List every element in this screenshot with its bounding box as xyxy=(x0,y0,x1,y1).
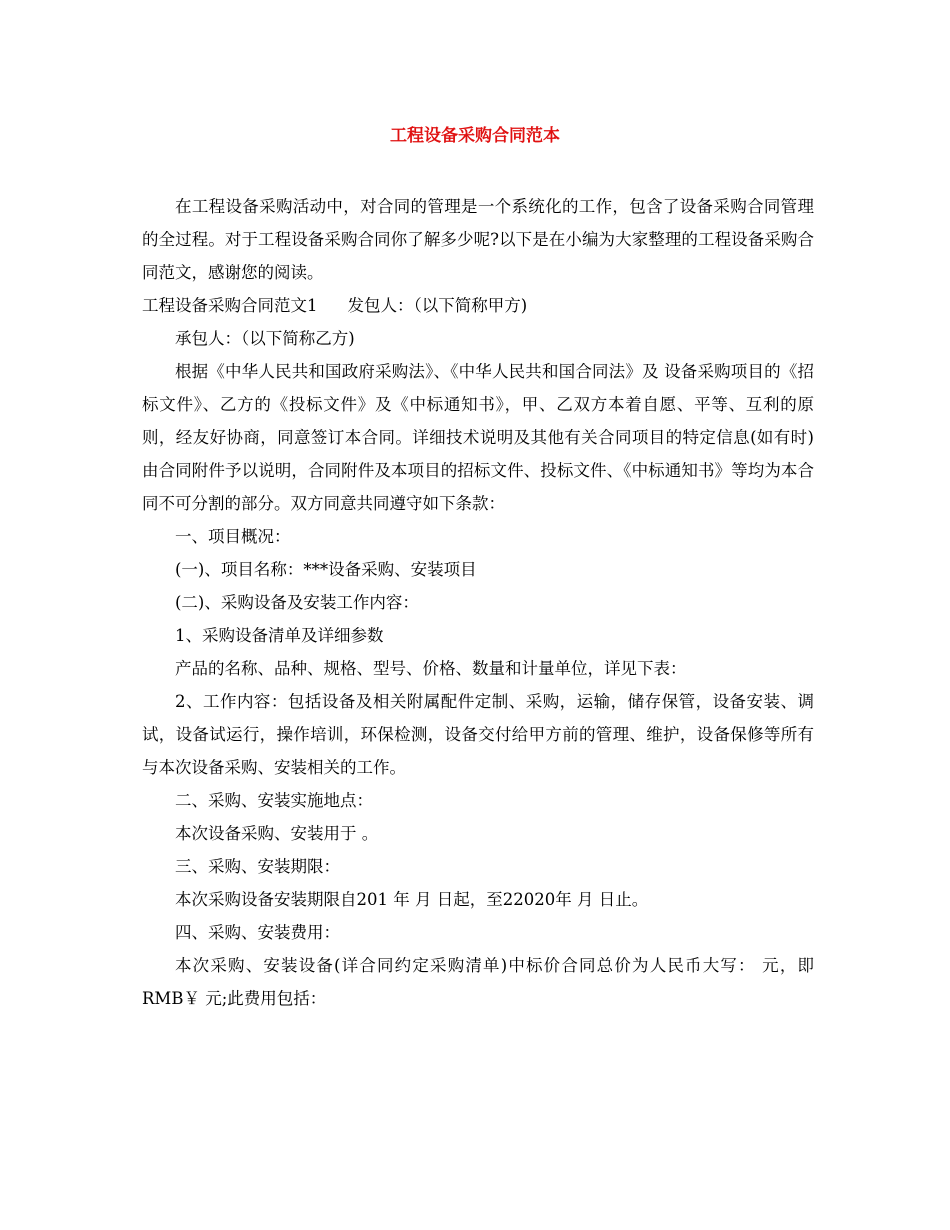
section-4-text: 本次采购、安装设备(详合同约定采购清单)中标价合同总价为人民币大写： 元，即RMB￥ 元;此费用包括： xyxy=(142,956,814,1008)
basis-paragraph: 根据《中华人民共和国政府采购法》、《中华人民共和国合同法》及 设备采购项目的《招标文件》、乙方的《投标文件》及《中标通知书》，甲、乙双方本着自愿、平等、互利的原则，经友好协商，同意签订本合同。详细技术说明及其他有关合同项目的特定信息(如有时)由合同附件予以说明，合同附件及本项目的招标文件、投标文件、《中标通知书》等均为本合同不可分割的部分。双方同意共同遵守如下条款： xyxy=(142,362,814,513)
document-title: 工程设备采购合同范本 xyxy=(390,126,560,146)
item-1-2-1: 1、采购设备清单及详细参数 xyxy=(175,626,384,645)
section-2-heading: 二、采购、安装实施地点： xyxy=(175,791,373,810)
intro-paragraph: 在工程设备采购活动中，对合同的管理是一个系统化的工作，包含了设备采购合同管理的全过程。对于工程设备采购合同你了解多少呢?以下是在小编为大家整理的工程设备采购合同范文，感谢您的阅读。 xyxy=(142,197,814,282)
party-a-line: 发包人：（以下简称甲方) xyxy=(347,296,528,315)
item-1-2-2: 2、工作内容：包括设备及相关附属配件定制、采购，运输，储存保管，设备安装、调试，设备试运行，操作培训，环保检测，设备交付给甲方前的管理、维护，设备保修等所有与本次设备采购、安装相关的工作。 xyxy=(142,692,814,777)
section-3-text: 本次采购设备安装期限自201 年 月 日起，至22020年 月 日止。 xyxy=(175,890,649,909)
item-1-2-1-description: 产品的名称、品种、规格、型号、价格、数量和计量单位，详见下表： xyxy=(175,659,687,678)
party-b-line: 承包人：（以下简称乙方) xyxy=(175,329,355,348)
item-1-2: (二)、采购设备及安装工作内容： xyxy=(175,593,419,612)
section-4-heading: 四、采购、安装费用： xyxy=(175,923,340,942)
item-1-1: (一)、项目名称：***设备采购、安装项目 xyxy=(175,560,477,579)
section-3-heading: 三、采购、安装期限： xyxy=(175,857,340,876)
sample-heading: 工程设备采购合同范文1 xyxy=(142,296,318,315)
section-2-text: 本次设备采购、安装用于 。 xyxy=(175,824,379,843)
sample-heading-line xyxy=(142,289,814,322)
section-1-heading: 一、项目概况： xyxy=(175,527,291,546)
document-body xyxy=(142,190,814,1015)
